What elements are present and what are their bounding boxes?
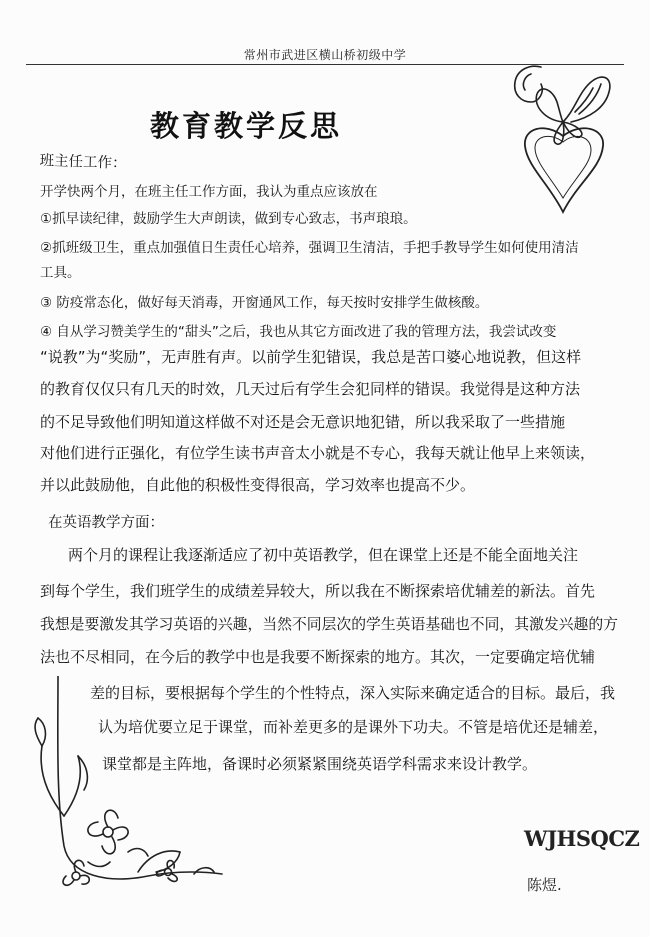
section2-line: 法也不尽相同，在今后的教学中也是我要不断探索的地方。其次，一定要确定培优辅 <box>40 648 596 666</box>
section-heading-english-teaching: 在英语教学方面： <box>48 515 164 531</box>
page-title: 教育教学反思 <box>150 109 343 143</box>
section1-line: 的教育仅仅只有几天的时效，几天过后有学生会犯同样的错误。我觉得是这种方法 <box>40 380 581 398</box>
section1-line: ④ 自从学习赞美学生的“甜头”之后，我也从其它方面改进了我的管理方法，我尝试改变 <box>40 324 557 340</box>
section2-line: 课堂都是主阵地，备课时必须紧紧围绕英语学科需求来设计教学。 <box>102 755 538 773</box>
section2-line: 两个月的课程让我逐渐适应了初中英语教学，但在课堂上还是不能全面地关注 <box>68 546 579 564</box>
section2-line: 到每个学生，我们班学生的成绩差异较大，所以我在不断探索培优辅差的新法。首先 <box>40 582 596 600</box>
section1-line: ②抓班级卫生，重点加强值日生责任心培养，强调卫生清洁，手把手教导学生如何使用清洁 <box>40 240 579 256</box>
school-stamp: WJHSQCZ <box>524 826 640 851</box>
signature: 陈煜. <box>527 876 562 894</box>
section1-line: 的不足导致他们明知道这样做不对还是会无意识地犯错，所以我采取了一些措施 <box>40 413 566 431</box>
section1-line: “说教”为“奖励”，无声胜有声。以前学生犯错误，我总是苦口婆心地说教，但这样 <box>40 348 582 366</box>
butterfly-heart-icon <box>505 62 617 222</box>
section-heading-class-teacher: 班主任工作： <box>39 152 127 173</box>
section1-line: 对他们进行正强化，有位学生读书声音太小就是不专心，我每天就让他早上来领读， <box>40 444 596 462</box>
section1-intro: 开学快两个月，在班主任工作方面，我认为重点应该放在 <box>40 184 378 200</box>
section1-line: ①抓早读纪律，鼓励学生大声朗读，做到专心致志，书声琅琅。 <box>40 211 417 227</box>
section1-line: ③ 防疫常态化，做好每天消毒，开窗通风工作，每天按时安排学生做核酸。 <box>40 295 489 311</box>
school-header: 常州市武进区横山桥初级中学 <box>243 48 407 62</box>
section1-line: 工具。 <box>40 265 81 281</box>
section2-line: 差的目标，要根据每个学生的个性特点，深入实际来确定适合的目标。最后，我 <box>90 684 616 702</box>
section2-line: 我想是要激发其学习英语的兴趣，当然不同层次的学生英语基础也不同，其激发兴趣的方 <box>40 615 618 633</box>
section1-line: 并以此鼓励他，自此他的积极性变得很高，学习效率也提高不少。 <box>40 476 476 494</box>
section2-line: 认为培优要立足于课堂，而补差更多的是课外下功夫。不管是培优还是辅差， <box>98 718 609 736</box>
floral-corner-icon <box>18 676 228 901</box>
